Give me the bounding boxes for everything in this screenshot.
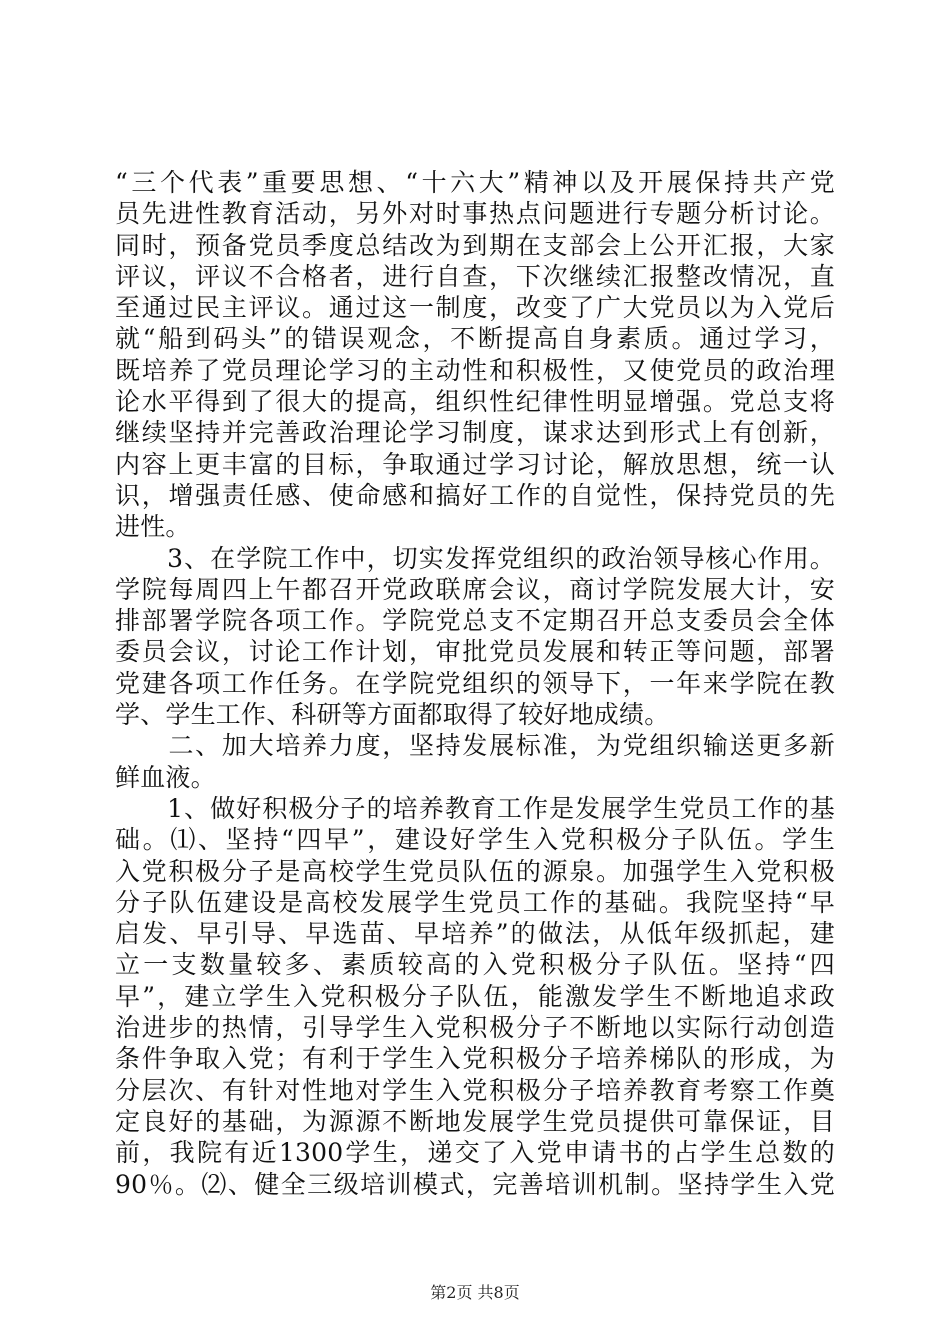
text-line: 员先进性教育活动，另外对时事热点问题进行专题分析讨论。 (115, 199, 835, 229)
text-line: 委员会议，讨论工作计划，审批党员发展和转正等问题，部署 (115, 637, 835, 667)
text-line: “三个代表”重要思想、“十六大”精神以及开展保持共产党 (115, 168, 835, 197)
text-line: 排部署学院各项工作。学院党总支不定期召开总支委员会全体 (115, 606, 835, 636)
text-line: 条件争取入党；有利于学生入党积极分子培养梯队的形成，为 (115, 1044, 835, 1074)
text-line: 前，我院有近1300学生，递交了入党申请书的占学生总数的 (115, 1138, 835, 1168)
text-line: 早”，建立学生入党积极分子队伍，能激发学生不断地追求政 (115, 981, 835, 1011)
text-line: 学、学生工作、科研等方面都取得了较好地成绩。 (115, 700, 670, 730)
text-line: 治进步的热情，引导学生入党积极分子不断地以实际行动创造 (115, 1013, 835, 1043)
text-line: 同时，预备党员季度总结改为到期在支部会上公开汇报，大家 (115, 230, 835, 260)
text-line: 入党积极分子是高校学生党员队伍的源泉。加强学生入党积极 (115, 856, 835, 886)
text-line: 3、在学院工作中，切实发挥党组织的政治领导核心作用。 (115, 543, 835, 573)
text-line: 学院每周四上午都召开党政联席会议，商讨学院发展大计，安 (115, 574, 835, 604)
text-line: 识，增强责任感、使命感和搞好工作的自觉性，保持党员的先 (115, 480, 835, 510)
text-line: 评议，评议不合格者，进行自查，下次继续汇报整改情况，直 (115, 261, 835, 291)
text-line: 既培养了党员理论学习的主动性和积极性，又使党员的政治理 (115, 355, 835, 385)
text-line: 分层次、有针对性地对学生入党积极分子培养教育考察工作奠 (115, 1075, 835, 1105)
text-line: 鲜血液。 (115, 762, 216, 792)
text-line: 启发、早引导、早选苗、早培养”的做法，从低年级抓起，建 (115, 919, 835, 949)
text-line: 论水平得到了很大的提高，组织性纪律性明显增强。党总支将 (115, 387, 835, 417)
text-line: 90％。⑵、健全三级培训模式，完善培训机制。坚持学生入党 (115, 1169, 835, 1199)
text-line: 就“船到码头”的错误观念，不断提高自身素质。通过学习， (115, 324, 835, 354)
document-body (115, 167, 835, 1200)
text-line: 立一支数量较多、素质较高的入党积极分子队伍。坚持“四 (115, 950, 835, 980)
text-line: 内容上更丰富的目标，争取通过学习讨论，解放思想，统一认 (115, 449, 835, 479)
text-line: 继续坚持并完善政治理论学习制度，谋求达到形式上有创新， (115, 418, 835, 448)
text-line: 分子队伍建设是高校发展学生党员工作的基础。我院坚持“早 (115, 887, 835, 917)
page-number-footer: 第2页 共8页 (430, 1283, 520, 1302)
text-line: 进性。 (115, 512, 191, 542)
text-line: 二、加大培养力度，坚持发展标准，为党组织输送更多新 (115, 731, 835, 761)
text-line: 1、做好积极分子的培养教育工作是发展学生党员工作的基 (115, 793, 835, 823)
text-line: 至通过民主评议。通过这一制度，改变了广大党员以为入党后 (115, 293, 835, 323)
text-line: 党建各项工作任务。在学院党组织的领导下，一年来学院在教 (115, 668, 835, 698)
text-line: 础。⑴、坚持“四早”，建设好学生入党积极分子队伍。学生 (115, 825, 835, 855)
text-line: 定良好的基础，为源源不断地发展学生党员提供可靠保证，目 (115, 1106, 835, 1136)
